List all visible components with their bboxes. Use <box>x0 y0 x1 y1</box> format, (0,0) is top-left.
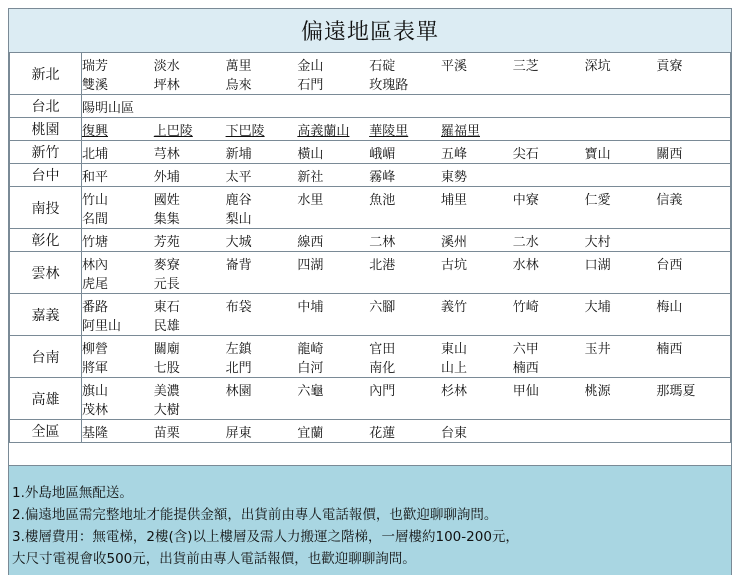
region-towns <box>82 164 731 187</box>
town-name: 二水 <box>512 234 539 250</box>
town-name: 布袋 <box>225 299 252 315</box>
town-name: 金山 <box>297 58 324 74</box>
town-name: 雙溪 <box>82 77 109 93</box>
town-line <box>82 143 730 162</box>
note-line: 大尺寸電視會收500元，出貨前由專人電話報價，也歡迎聊聊詢問。 <box>12 551 416 567</box>
region-row <box>10 252 731 294</box>
town-name: 大樹 <box>153 402 180 418</box>
notes-panel <box>9 465 731 575</box>
region-name: 新北 <box>10 53 82 95</box>
town-name: 桃源 <box>584 383 611 399</box>
town-name: 左鎮 <box>225 341 252 357</box>
town-name: 東石 <box>153 299 180 315</box>
town-line <box>82 97 730 116</box>
town-name: 新埔 <box>225 146 252 162</box>
town-line <box>82 189 730 208</box>
town-name: 麥寮 <box>153 257 180 273</box>
town-name: 關西 <box>656 146 683 162</box>
town-name: 茂林 <box>82 402 109 418</box>
town-name: 六腳 <box>369 299 396 315</box>
town-name: 六甲 <box>512 341 539 357</box>
town-line <box>82 296 730 315</box>
region-towns <box>82 187 731 229</box>
town-line <box>82 338 730 357</box>
town-name: 楠西 <box>512 360 539 376</box>
region-towns <box>82 378 731 420</box>
town-name: 竹崎 <box>512 299 539 315</box>
note-line: 1.外島地區無配送。 <box>12 485 133 501</box>
town-name: 龍崎 <box>297 341 324 357</box>
remote-area-form <box>8 8 732 575</box>
town-name: 那瑪夏 <box>656 383 696 399</box>
town-name: 元長 <box>153 276 180 292</box>
town-line <box>82 380 730 399</box>
town-name: 林內 <box>82 257 109 273</box>
region-row <box>10 294 731 336</box>
town-name: 水林 <box>512 257 539 273</box>
region-name: 桃園 <box>10 118 82 141</box>
region-name: 全區 <box>10 420 82 443</box>
town-name: 甲仙 <box>512 383 539 399</box>
town-name: 大埔 <box>584 299 611 315</box>
town-name: 陽明山區 <box>82 100 135 116</box>
town-line <box>82 166 730 185</box>
region-towns <box>82 252 731 294</box>
region-towns <box>82 53 731 95</box>
town-name: 山上 <box>440 360 467 376</box>
note-line: 3.樓層費用：無電梯，2樓(含)以上樓層及需人力搬運之階梯，一層樓約100-200元， <box>12 529 519 545</box>
town-name: 石碇 <box>369 58 396 74</box>
region-name: 雲林 <box>10 252 82 294</box>
town-name: 溪州 <box>440 234 467 250</box>
region-towns <box>82 420 731 443</box>
town-line <box>82 55 730 74</box>
region-name: 高雄 <box>10 378 82 420</box>
town-name: 和平 <box>82 169 109 185</box>
region-row <box>10 53 731 95</box>
town-line <box>82 422 730 441</box>
town-name: 竹塘 <box>82 234 109 250</box>
town-name: 口湖 <box>584 257 611 273</box>
town-name: 四湖 <box>297 257 324 273</box>
town-name: 虎尾 <box>82 276 109 292</box>
region-towns <box>82 229 731 252</box>
region-row <box>10 336 731 378</box>
town-line <box>82 273 730 292</box>
town-name: 楠西 <box>656 341 683 357</box>
town-name: 信義 <box>656 192 683 208</box>
town-name: 南化 <box>369 360 396 376</box>
region-row <box>10 229 731 252</box>
town-name: 復興 <box>82 123 109 139</box>
region-name: 彰化 <box>10 229 82 252</box>
town-name: 東勢 <box>440 169 467 185</box>
form-title: 偏遠地區表單 <box>9 9 731 53</box>
region-towns <box>82 141 731 164</box>
town-line <box>82 254 730 273</box>
town-name: 大城 <box>225 234 252 250</box>
region-towns <box>82 95 731 118</box>
town-name: 柳營 <box>82 341 109 357</box>
town-name: 五峰 <box>440 146 467 162</box>
town-name: 基隆 <box>82 425 109 441</box>
region-towns <box>82 294 731 336</box>
town-name: 寶山 <box>584 146 611 162</box>
town-name: 橫山 <box>297 146 324 162</box>
region-name: 南投 <box>10 187 82 229</box>
region-row <box>10 187 731 229</box>
town-name: 六龜 <box>297 383 324 399</box>
town-line <box>82 208 730 227</box>
town-name: 內門 <box>369 383 396 399</box>
town-name: 石門 <box>297 77 324 93</box>
region-row <box>10 420 731 443</box>
town-name: 坪林 <box>153 77 180 93</box>
town-name: 萬里 <box>225 58 252 74</box>
town-name: 梅山 <box>656 299 683 315</box>
town-name: 尖石 <box>512 146 539 162</box>
town-name: 北港 <box>369 257 396 273</box>
note-line: 2.偏遠地區需完整地址才能提供金額，出貨前由專人電話報價，也歡迎聊聊詢問。 <box>12 507 498 523</box>
town-name: 關廟 <box>153 341 180 357</box>
region-name: 嘉義 <box>10 294 82 336</box>
region-row <box>10 141 731 164</box>
town-name: 芎林 <box>153 146 180 162</box>
region-name: 台北 <box>10 95 82 118</box>
town-name: 集集 <box>153 211 180 227</box>
town-name: 貢寮 <box>656 58 683 74</box>
town-name: 白河 <box>297 360 324 376</box>
town-name: 台東 <box>440 425 467 441</box>
town-name: 崙背 <box>225 257 252 273</box>
town-name: 東山 <box>440 341 467 357</box>
town-name: 上巴陵 <box>153 123 193 139</box>
town-name: 瑞芳 <box>82 58 109 74</box>
town-name: 杉林 <box>440 383 467 399</box>
town-name: 霧峰 <box>369 169 396 185</box>
town-name: 民雄 <box>153 318 180 334</box>
town-name: 玫瑰路 <box>369 77 409 93</box>
town-name: 苗栗 <box>153 425 180 441</box>
town-name: 屏東 <box>225 425 252 441</box>
regions-table <box>9 52 731 443</box>
region-row <box>10 378 731 420</box>
town-name: 番路 <box>82 299 109 315</box>
town-name: 將軍 <box>82 360 109 376</box>
town-name: 義竹 <box>440 299 467 315</box>
town-name: 中寮 <box>512 192 539 208</box>
town-line <box>82 399 730 418</box>
region-row <box>10 164 731 187</box>
region-towns <box>82 118 731 141</box>
town-name: 宜蘭 <box>297 425 324 441</box>
town-name: 大村 <box>584 234 611 250</box>
town-name: 鹿谷 <box>225 192 252 208</box>
town-name: 名間 <box>82 211 109 227</box>
town-name: 淡水 <box>153 58 180 74</box>
town-line <box>82 231 730 250</box>
town-line <box>82 120 730 139</box>
town-name: 旗山 <box>82 383 109 399</box>
town-name: 平溪 <box>440 58 467 74</box>
town-line <box>82 357 730 376</box>
town-name: 林園 <box>225 383 252 399</box>
town-name: 梨山 <box>225 211 252 227</box>
town-name: 峨嵋 <box>369 146 396 162</box>
town-name: 高義蘭山 <box>297 123 350 139</box>
town-name: 深坑 <box>584 58 611 74</box>
town-name: 烏來 <box>225 77 252 93</box>
region-name: 新竹 <box>10 141 82 164</box>
town-name: 花蓮 <box>369 425 396 441</box>
town-name: 太平 <box>225 169 252 185</box>
town-name: 北埔 <box>82 146 109 162</box>
town-name: 竹山 <box>82 192 109 208</box>
region-name: 台南 <box>10 336 82 378</box>
town-line <box>82 74 730 93</box>
town-name: 古坑 <box>440 257 467 273</box>
town-name: 二林 <box>369 234 396 250</box>
town-name: 台西 <box>656 257 683 273</box>
town-name: 國姓 <box>153 192 180 208</box>
town-name: 官田 <box>369 341 396 357</box>
town-name: 三芝 <box>512 58 539 74</box>
town-name: 魚池 <box>369 192 396 208</box>
town-name: 華陵里 <box>369 123 409 139</box>
town-name: 線西 <box>297 234 324 250</box>
town-line <box>82 315 730 334</box>
town-name: 仁愛 <box>584 192 611 208</box>
region-towns <box>82 336 731 378</box>
town-name: 阿里山 <box>82 318 122 334</box>
town-name: 北門 <box>225 360 252 376</box>
region-name: 台中 <box>10 164 82 187</box>
town-name: 美濃 <box>153 383 180 399</box>
region-row <box>10 118 731 141</box>
town-name: 下巴陵 <box>225 123 265 139</box>
town-name: 中埔 <box>297 299 324 315</box>
town-name: 新社 <box>297 169 324 185</box>
town-name: 羅福里 <box>440 123 480 139</box>
town-name: 芳苑 <box>153 234 180 250</box>
town-name: 七股 <box>153 360 180 376</box>
town-name: 外埔 <box>153 169 180 185</box>
town-name: 玉井 <box>584 341 611 357</box>
region-row <box>10 95 731 118</box>
town-name: 埔里 <box>440 192 467 208</box>
town-name: 水里 <box>297 192 324 208</box>
